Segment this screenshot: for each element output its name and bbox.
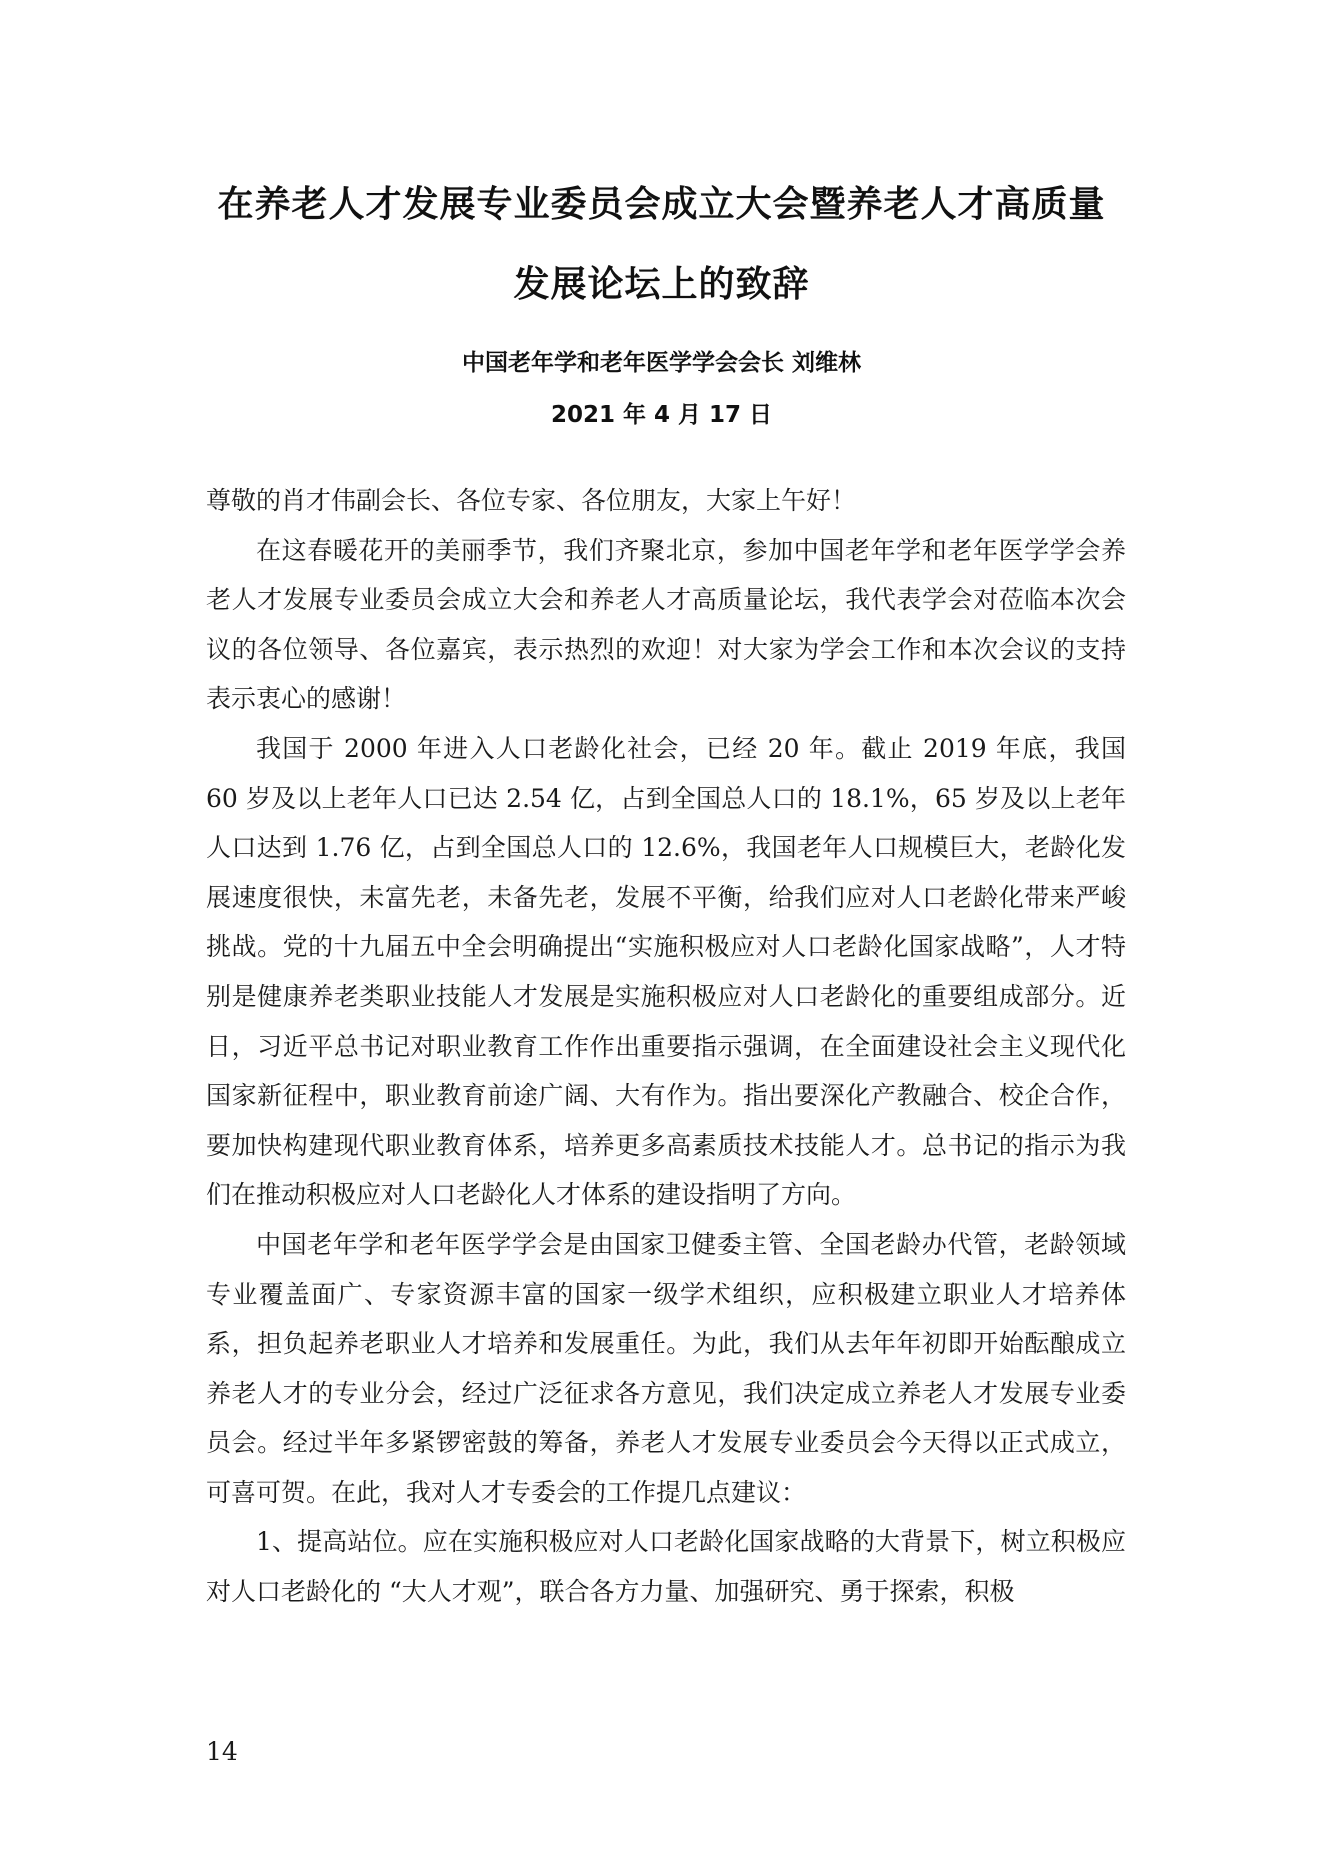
body-paragraph: 中国老年学和老年医学学会是由国家卫健委主管、全国老龄办代管，老龄领域专业覆盖面广、专家资源丰富的国家一级学术组织，应积极建立职业人才培养体系，担负起养老职业人才培养和发展重任。为此，我们从去年年初即开始酝酿成立养老人才的专业分会，经过广泛征求各方意见，我们决定成立养老人才发展专业委员会。经过半年多紧锣密鼓的筹备，养老人才发展专业委员会今天得以正式成立，可喜可贺。在此，我对人才专委会的工作提几点建议： xyxy=(206,1229,1126,1507)
page-number: 14 xyxy=(206,1737,238,1766)
document-body xyxy=(206,476,1126,1617)
document-title-line-1: 在养老人才发展专业委员会成立大会暨养老人才高质量 xyxy=(217,184,1106,225)
body-paragraph: 在这春暖花开的美丽季节，我们齐聚北京，参加中国老年学和老年医学学会养老人才发展专业委员会成立大会和养老人才高质量论坛，我代表学会对莅临本次会议的各位领导、各位嘉宾，表示热烈的欢迎！对大家为学会工作和本次会议的支持表示衷心的感谢！ xyxy=(206,535,1126,714)
author-line: 中国老年学和老年医学学会会长 刘维林 xyxy=(461,350,861,376)
salutation-paragraph: 尊敬的肖才伟副会长、各位专家、各位朋友，大家上午好！ xyxy=(206,486,857,515)
document-title-line-2: 发展论坛上的致辞 xyxy=(513,264,810,305)
body-paragraph: 我国于 2000 年进入人口老龄化社会，已经 20 年。截止 2019 年底，我国 60 岁及以上老年人口已达 2.54 亿，占到全国总人口的 18.1%，65 岁及以上老年人口达到 1.76 亿，占到全国总人口的 12.6%，我国老年人口规模巨大，老龄化发展速度很快，未富先老，未备先老，发展不平衡，给我们应对人口老龄化带来严峻挑战。党的十九届五中全会明确提出“实施积极应对人口老龄化国家战略”，人才特别是健康养老类职业技能人才发展是实施积极应对人口老龄化的重要组成部分。近日，习近平总书记对职业教育工作作出重要指示强调，在全面建设社会主义现代化国家新征程中，职业教育前途广阔、大有作为。指出要深化产教融合、校企合作，要加快构建现代职业教育体系，培养更多高素质技术技能人才。总书记的指示为我们在推动积极应对人口老龄化人才体系的建设指明了方向。 xyxy=(206,733,1126,1210)
date-line: 2021 年 4 月 17 日 xyxy=(550,402,773,428)
body-paragraph: 1、提高站位。应在实施积极应对人口老龄化国家战略的大背景下，树立积极应对人口老龄化的 “大人才观”，联合各方力量、加强研究、勇于探索，积极 xyxy=(206,1527,1126,1607)
